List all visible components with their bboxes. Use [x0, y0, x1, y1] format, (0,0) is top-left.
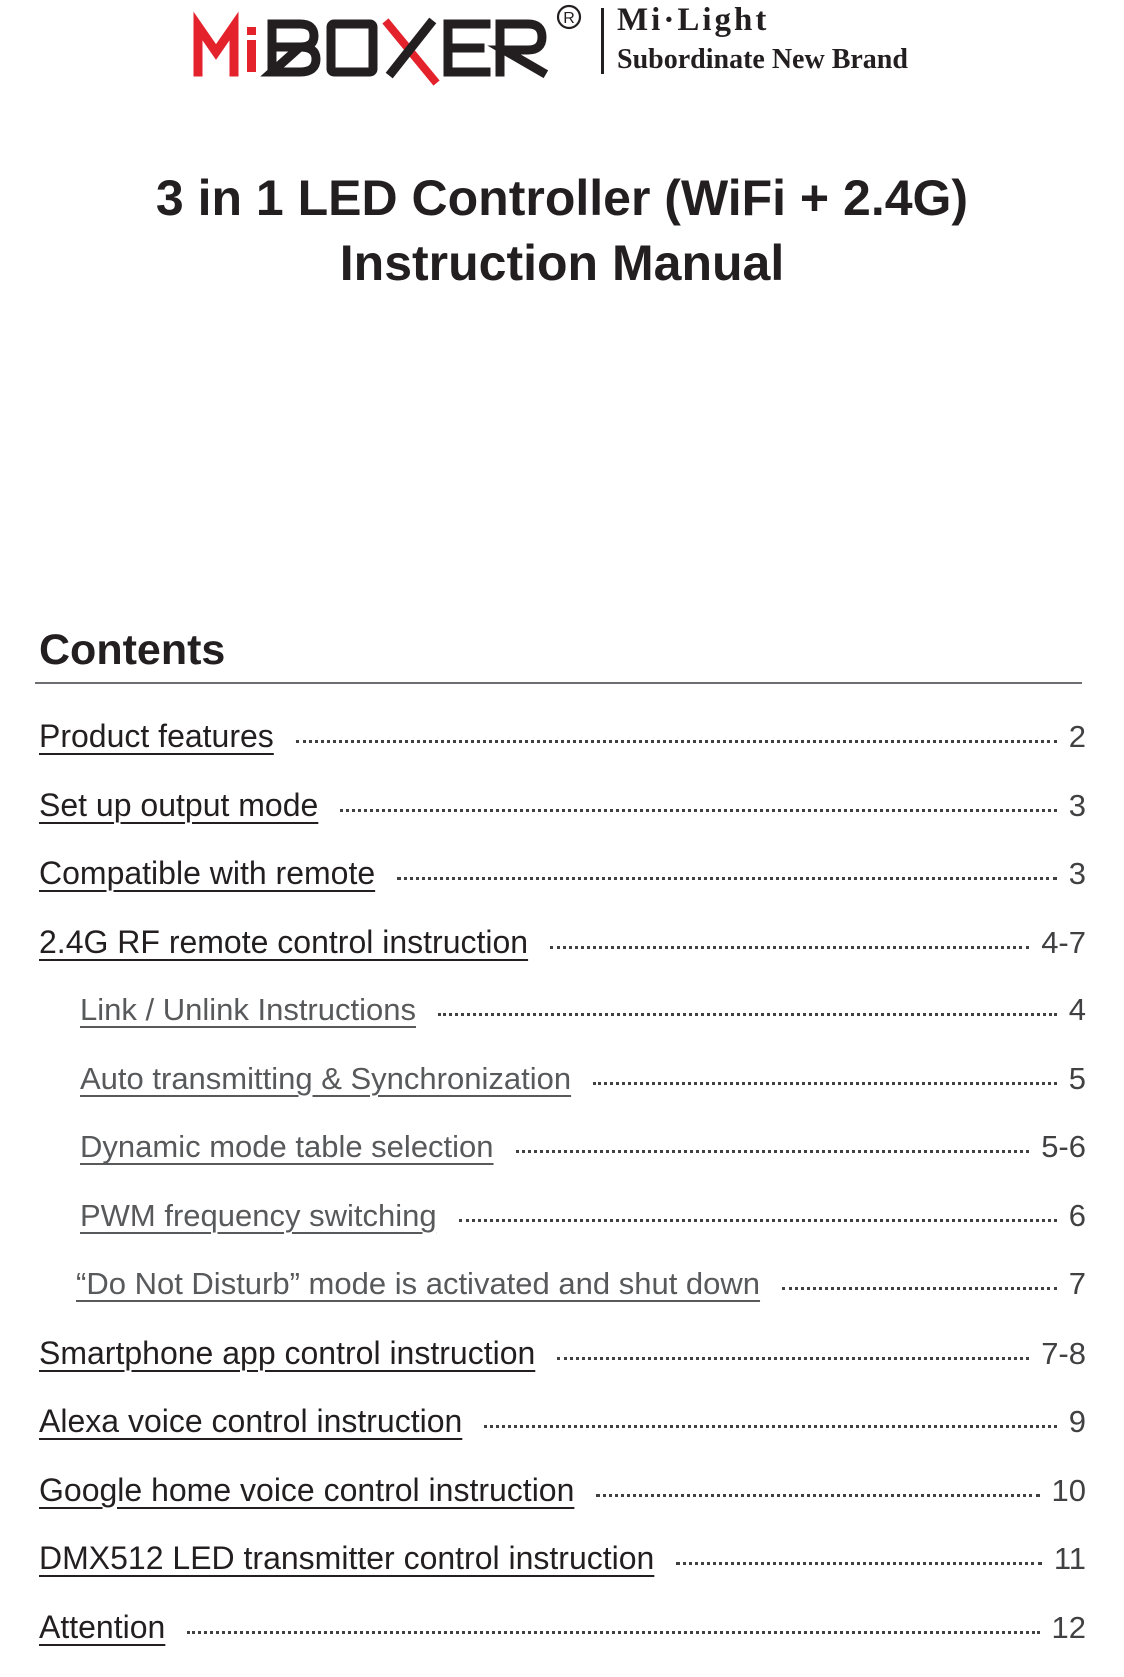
- toc-page-number: 12: [1052, 1610, 1086, 1646]
- toc-entry[interactable]: [0, 1609, 1124, 1677]
- toc-leader-dots: [397, 877, 1057, 880]
- toc-entry-link[interactable]: DMX512 LED transmitter control instruction: [39, 1540, 654, 1577]
- toc-entry[interactable]: [0, 992, 1124, 1061]
- contents-heading: Contents: [39, 626, 225, 675]
- toc-leader-dots: [596, 1494, 1039, 1497]
- toc-entry-link[interactable]: 2.4G RF remote control instruction: [39, 924, 528, 961]
- toc-page-number: 4-7: [1041, 925, 1086, 961]
- toc-entry-link[interactable]: Attention: [39, 1609, 165, 1646]
- toc-leader-dots: [484, 1425, 1056, 1428]
- toc-leader-dots: [550, 946, 1029, 949]
- milight-brand: Mi·Light: [617, 2, 769, 39]
- toc-page-number: 4: [1069, 992, 1086, 1028]
- toc-entry[interactable]: [0, 1061, 1124, 1130]
- svg-text:R: R: [563, 10, 575, 27]
- toc-entry-link[interactable]: Link / Unlink Instructions: [80, 992, 416, 1028]
- toc-leader-dots: [187, 1631, 1039, 1634]
- toc-entry[interactable]: [0, 1403, 1124, 1472]
- toc-page-number: 2: [1069, 719, 1086, 755]
- toc-page-number: 6: [1069, 1198, 1086, 1234]
- toc-page-number: 7: [1069, 1266, 1086, 1302]
- toc-entry-link[interactable]: Smartphone app control instruction: [39, 1335, 535, 1372]
- toc-leader-dots: [340, 809, 1056, 812]
- toc-entry[interactable]: [0, 1198, 1124, 1267]
- toc-entry[interactable]: [0, 1472, 1124, 1541]
- toc-leader-dots: [557, 1357, 1029, 1360]
- toc-entry[interactable]: [0, 787, 1124, 856]
- toc-page-number: 7-8: [1041, 1336, 1086, 1372]
- toc-page-number: 5: [1069, 1061, 1086, 1097]
- title-line-1: 3 in 1 LED Controller (WiFi + 2.4G): [0, 166, 1124, 231]
- toc-leader-dots: [593, 1082, 1057, 1085]
- toc-page-number: 9: [1069, 1404, 1086, 1440]
- brand-divider: [601, 8, 604, 74]
- miboxer-logo: [0, 0, 600, 100]
- toc-entry-link[interactable]: Google home voice control instruction: [39, 1472, 574, 1509]
- toc-leader-dots: [782, 1287, 1057, 1290]
- title-line-2: Instruction Manual: [0, 231, 1124, 296]
- toc-entry[interactable]: [0, 924, 1124, 993]
- toc-leader-dots: [516, 1150, 1030, 1153]
- toc-page-number: 11: [1054, 1541, 1086, 1577]
- document-title: [0, 166, 1124, 296]
- toc-page-number: 3: [1069, 856, 1086, 892]
- contents-divider: [35, 682, 1082, 684]
- toc-entry-link[interactable]: PWM frequency switching: [80, 1198, 437, 1234]
- toc-page-number: 10: [1052, 1473, 1086, 1509]
- toc-leader-dots: [296, 740, 1057, 743]
- toc-entry[interactable]: [0, 718, 1124, 787]
- toc-entry-link[interactable]: Alexa voice control instruction: [39, 1403, 462, 1440]
- toc-entry-link[interactable]: Dynamic mode table selection: [80, 1129, 494, 1165]
- registered-icon: [557, 5, 581, 29]
- toc-entry[interactable]: [0, 855, 1124, 924]
- toc-leader-dots: [438, 1013, 1057, 1016]
- toc-entry-link[interactable]: “Do Not Disturb” mode is activated and shut down: [76, 1266, 760, 1302]
- toc-entry[interactable]: [0, 1129, 1124, 1198]
- toc-page-number: 5-6: [1041, 1129, 1086, 1165]
- toc-entry[interactable]: [0, 1266, 1124, 1335]
- toc-entry-link[interactable]: Product features: [39, 718, 274, 755]
- brand-header: [0, 0, 1124, 100]
- toc-entry-link[interactable]: Auto transmitting & Synchronization: [80, 1061, 571, 1097]
- table-of-contents: [0, 718, 1124, 1677]
- toc-leader-dots: [459, 1219, 1057, 1222]
- toc-entry[interactable]: [0, 1335, 1124, 1404]
- toc-entry[interactable]: [0, 1540, 1124, 1609]
- toc-page-number: 3: [1069, 788, 1086, 824]
- brand-subtitle: Subordinate New Brand: [617, 44, 908, 76]
- toc-entry-link[interactable]: Compatible with remote: [39, 855, 375, 892]
- toc-entry-link[interactable]: Set up output mode: [39, 787, 318, 824]
- toc-leader-dots: [676, 1562, 1041, 1565]
